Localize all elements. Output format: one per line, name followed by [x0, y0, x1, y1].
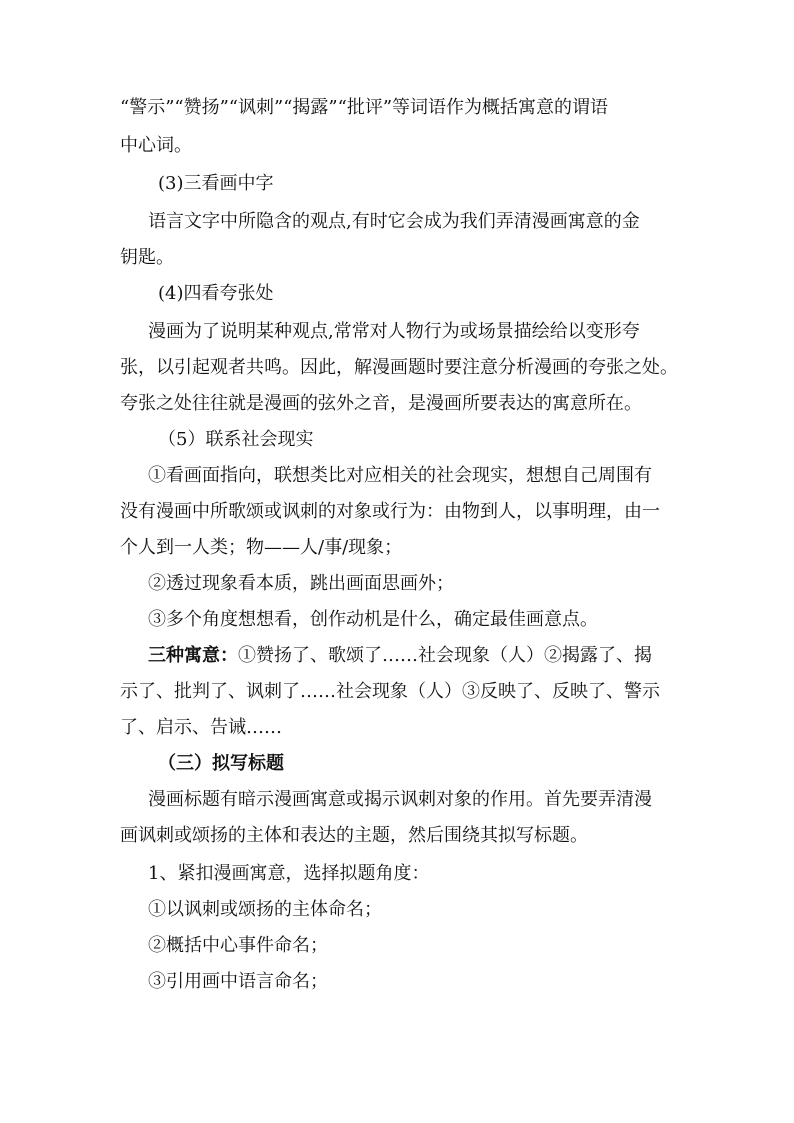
list-item: ①看画面指向，联想类比对应相关的社会现实，想想自己周围有	[148, 465, 652, 486]
list-item: 1、紧扣漫画寓意，选择拟题角度：	[148, 863, 430, 884]
paragraph-line	[148, 644, 652, 668]
paragraph-line: 中心词。	[120, 135, 192, 156]
list-item: ②概括中心事件命名；	[148, 935, 328, 956]
paragraph-line: 夸张之处往往就是漫画的弦外之音，是漫画所要表达的寓意所在。	[120, 393, 642, 414]
paragraph-line: 个人到一人类；物——人/事/现象；	[120, 537, 403, 558]
section-heading: （三）拟写标题	[158, 753, 284, 774]
paragraph-line: “警示”“赞扬”“讽刺”“揭露”“批评”等词语作为概括寓意的谓语	[120, 97, 609, 118]
bold-label: 三种寓意：	[148, 645, 238, 666]
list-item: ②透过现象看本质，跳出画面思画外；	[148, 573, 454, 594]
paragraph-line: 漫画标题有暗示漫画寓意或揭示讽刺对象的作用。首先要弄清漫	[148, 789, 652, 810]
paragraph-line: 没有漫画中所歌颂或讽刺的对象或行为：由物到人，以事明理，由一	[120, 501, 660, 522]
list-item: ③多个角度想想看，创作动机是什么，确定最佳画意点。	[148, 609, 598, 630]
section-heading: (4)四看夸张处	[158, 283, 274, 304]
paragraph-line: 钥匙。	[120, 247, 174, 268]
paragraph-text: ①赞扬了、歌颂了……社会现象（人）②揭露了、揭	[238, 645, 652, 666]
paragraph-line: 示了、批判了、讽刺了……社会现象（人）③反映了、反映了、警示	[120, 681, 660, 702]
section-heading: (3)三看画中字	[158, 173, 274, 194]
paragraph-line: 了、启示、告诫……	[120, 717, 282, 738]
paragraph-line: 漫画为了说明某种观点,常常对人物行为或场景描绘给以变形夸	[148, 321, 640, 342]
paragraph-line: 语言文字中所隐含的观点,有时它会成为我们弄清漫画寓意的金	[148, 211, 640, 232]
list-item: ①以讽刺或颂扬的主体命名；	[148, 899, 382, 920]
paragraph-line: 画讽刺或颂扬的主体和表达的主题，然后围绕其拟写标题。	[120, 825, 588, 846]
paragraph-line: 张，以引起观者共鸣。因此，解漫画题时要注意分析漫画的夸张之处。	[120, 357, 678, 378]
list-item: ③引用画中语言命名；	[148, 971, 328, 992]
section-heading: （5）联系社会现实	[158, 429, 314, 450]
